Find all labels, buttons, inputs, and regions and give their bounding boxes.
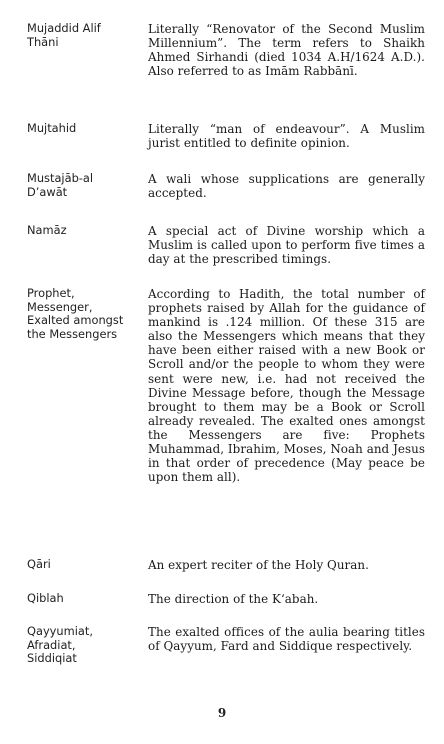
glossary-term — [27, 122, 145, 136]
page-number: 9 — [217, 706, 227, 720]
term-line: Exalted amongst — [27, 313, 124, 328]
term-line: Namāz — [27, 223, 67, 237]
glossary-term — [27, 172, 145, 199]
term-line: Messenger, — [27, 299, 93, 314]
glossary-definition: Literally “Renovator of the Second Muslim Millennium”. The term refers to Shaikh Ahmed Sirhandi (died 1034 A.H/1624 A.D.). Also referred to as Imām Rabbānī. — [148, 22, 425, 79]
glossary-term — [27, 592, 145, 606]
term-line: Prophet, — [27, 286, 75, 300]
glossary-definition: A special act of Divine worship which a Muslim is called upon to perform five times a day at the prescribed timings. — [148, 224, 425, 267]
term-line: Siddiqiat — [27, 651, 77, 666]
glossary-definition: The direction of the K‘abah. — [148, 592, 319, 606]
glossary-term — [27, 22, 145, 49]
term-line: Mustajāb-al — [27, 171, 94, 185]
term-line: Qayyumiat, — [27, 624, 93, 638]
glossary-term — [27, 287, 145, 341]
term-line: Qāri — [27, 557, 51, 571]
term-line: the Messengers — [27, 326, 118, 341]
term-line: Thāni — [27, 34, 59, 49]
term-line: D’awāt — [27, 184, 68, 199]
glossary-term — [27, 224, 145, 238]
glossary-definition: An expert reciter of the Holy Quran. — [148, 558, 369, 572]
term-line: Mujtahid — [27, 121, 77, 135]
glossary-definition: A wali whose supplications are generally accepted. — [148, 172, 425, 201]
glossary-term — [27, 558, 145, 572]
glossary-definition: According to Hadith, the total number of prophets raised by Allah for the guidance of mankind is .124 million. Of these 315 are also the Messengers which means that they have been either raised with a new Book or Scroll and/or the people to whom they were sent were new, i.e. had not received the Divine Message before, though the Message brought to them may be a Book or Scroll already revealed. The exalted ones amongst the Messengers are five: Prophets Muhammad, Ibrahim, Moses, Noah and Jesus in that order of precedence (May peace be upon them all). — [148, 287, 425, 485]
term-line: Mujaddid Alif — [27, 21, 101, 35]
glossary-definition: The exalted offices of the aulia bearing titles of Qayyum, Fard and Siddique respectively. — [148, 625, 425, 654]
term-line: Qiblah — [27, 591, 64, 605]
term-line: Afradiat, — [27, 637, 76, 652]
glossary-term — [27, 625, 145, 666]
glossary-definition: Literally “man of endeavour”. A Muslim jurist entitled to definite opinion. — [148, 122, 425, 151]
